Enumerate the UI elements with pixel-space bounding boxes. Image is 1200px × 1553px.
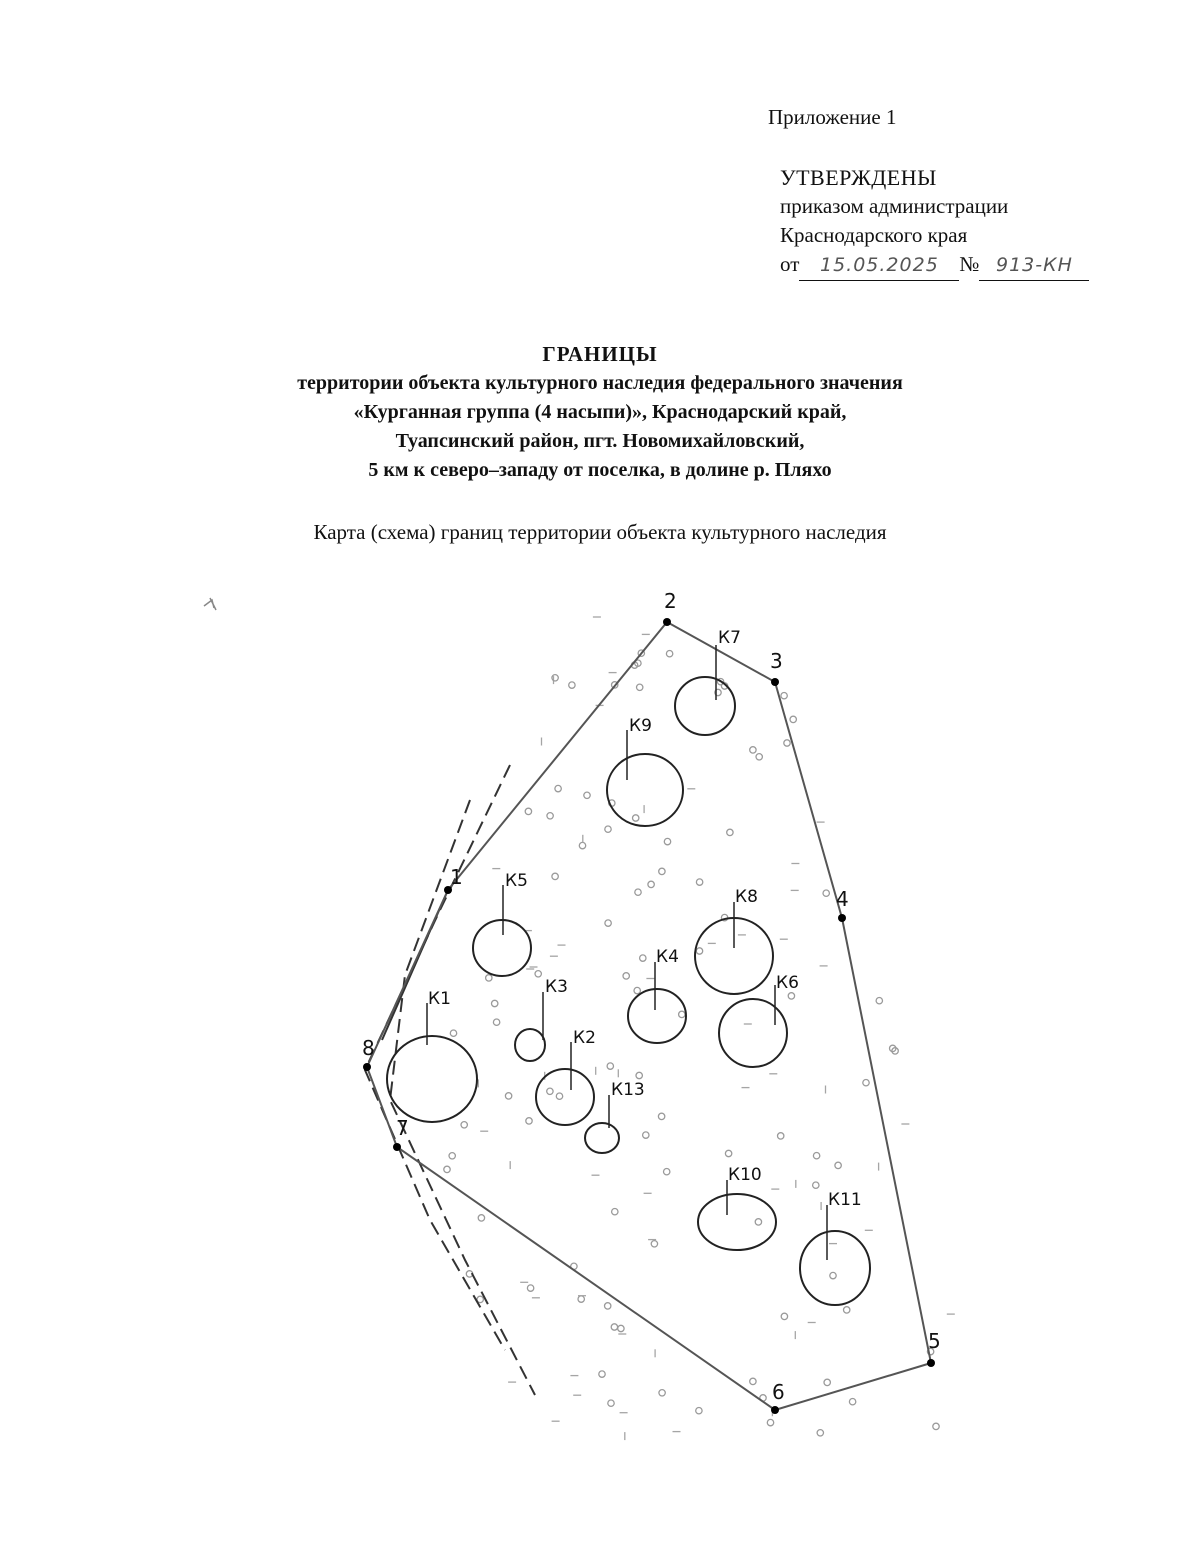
terrain-circle-symbol — [505, 1093, 511, 1099]
terrain-circle-symbol — [478, 1215, 484, 1221]
boundary-point-6 — [771, 1406, 779, 1414]
road-line-outer — [365, 765, 510, 1350]
terrain-circle-symbol — [784, 740, 790, 746]
boundary-point-8 — [363, 1063, 371, 1071]
terrain-circle-symbol — [696, 948, 702, 954]
title-line-4: 5 км к северо–западу от поселка, в долине р. Пляхо — [368, 459, 832, 481]
terrain-circle-symbol — [461, 1122, 467, 1128]
territory-boundary — [367, 622, 931, 1410]
terrain-circle-symbol — [525, 808, 531, 814]
mound-k1 — [387, 1036, 477, 1122]
terrain-circle-symbol — [611, 1324, 617, 1330]
terrain-circle-symbol — [679, 1011, 685, 1017]
terrain-circle-symbol — [612, 1209, 618, 1215]
terrain-circle-symbol — [790, 716, 796, 722]
boundary-point-7 — [393, 1143, 401, 1151]
terrain-circle-symbol — [849, 1399, 855, 1405]
mound-k10 — [698, 1194, 776, 1250]
mound-label-k1: К1 — [428, 989, 451, 1009]
terrain-circle-symbol — [643, 1132, 649, 1138]
terrain-circle-symbol — [535, 971, 541, 977]
terrain-circle-symbol — [824, 1379, 830, 1385]
mound-label-k8: К8 — [735, 887, 758, 907]
terrain-circle-symbol — [658, 1113, 664, 1119]
mound-k11 — [800, 1231, 870, 1305]
terrain-circle-symbol — [781, 1313, 787, 1319]
approval-line-1: приказом администрации — [780, 194, 1009, 218]
approval-line-2: Краснодарского края — [780, 223, 968, 247]
terrain-circle-symbol — [555, 785, 561, 791]
terrain-circle-symbol — [547, 1088, 553, 1094]
boundary-point-4 — [838, 914, 846, 922]
terrain-circle-symbol — [651, 1241, 657, 1247]
terrain-circle-symbol — [547, 813, 553, 819]
terrain-circle-symbol — [633, 815, 639, 821]
terrain-circle-symbol — [486, 975, 492, 981]
terrain-circle-symbol — [493, 1019, 499, 1025]
terrain-circle-symbol — [599, 1371, 605, 1377]
terrain-circle-symbol — [552, 873, 558, 879]
terrain-circle-symbol — [817, 1430, 823, 1436]
terrain-circle-symbol — [781, 693, 787, 699]
mound-k6 — [719, 999, 787, 1067]
mound-label-k10: К10 — [728, 1165, 762, 1185]
terrain-circle-symbol — [933, 1423, 939, 1429]
terrain-circle-symbol — [863, 1080, 869, 1086]
terrain-circle-symbol — [618, 1325, 624, 1331]
terrain-circle-symbol — [778, 1133, 784, 1139]
title-main: ГРАНИЦЫ — [542, 342, 658, 366]
date-prefix: от — [780, 252, 800, 276]
terrain-circle-symbol — [556, 1093, 562, 1099]
terrain-circle-symbol — [696, 879, 702, 885]
mound-label-k13: К13 — [611, 1080, 645, 1100]
terrain-circle-symbol — [750, 1378, 756, 1384]
mound-k2 — [536, 1069, 594, 1125]
terrain-circle-symbol — [648, 881, 654, 887]
number-prefix: № — [959, 252, 980, 276]
mound-label-k7: К7 — [718, 628, 741, 648]
terrain-circle-symbol — [664, 838, 670, 844]
boundary-label-2: 2 — [664, 589, 677, 613]
terrain-circle-symbol — [449, 1153, 455, 1159]
north-arrow-icon — [204, 598, 216, 610]
mound-label-k11: К11 — [828, 1190, 862, 1210]
number-value: 913-КН — [979, 251, 1089, 281]
terrain-circle-symbol — [659, 868, 665, 874]
terrain-circle-symbol — [725, 1150, 731, 1156]
mound-k5 — [473, 920, 531, 976]
terrain-circle-symbol — [584, 792, 590, 798]
mound-label-k3: К3 — [545, 977, 568, 997]
title-line-3: Туапсинский район, пгт. Новомихайловский, — [395, 430, 805, 452]
terrain-circle-symbol — [756, 754, 762, 760]
mound-k9 — [607, 754, 683, 826]
boundary-points — [363, 618, 935, 1414]
title-line-2: «Курганная группа (4 насыпи)», Краснодарский край, — [353, 401, 847, 423]
terrain-circle-symbol — [788, 993, 794, 999]
boundary-label-6: 6 — [772, 1380, 785, 1404]
terrain-circle-symbol — [527, 1285, 533, 1291]
mound-k7 — [675, 677, 735, 735]
terrain-circle-symbol — [623, 973, 629, 979]
terrain-circle-symbol — [813, 1182, 819, 1188]
terrain-circle-symbol — [578, 1296, 584, 1302]
terrain-circle-symbol — [664, 1169, 670, 1175]
terrain-circle-symbol — [755, 1219, 761, 1225]
boundary-label-1: 1 — [450, 865, 463, 889]
terrain-circle-symbol — [492, 1000, 498, 1006]
mound-k13 — [585, 1123, 619, 1153]
terrain-circle-symbol — [844, 1307, 850, 1313]
terrain-circle-symbol — [696, 1408, 702, 1414]
boundary-point-5 — [927, 1359, 935, 1367]
boundary-label-7: 7 — [396, 1116, 409, 1140]
mound-label-k2: К2 — [573, 1028, 596, 1048]
boundary-label-3: 3 — [770, 649, 783, 673]
mound-k3 — [515, 1029, 545, 1061]
boundary-label-8: 8 — [362, 1036, 375, 1060]
terrain-circle-symbol — [640, 955, 646, 961]
terrain-circle-symbol — [876, 998, 882, 1004]
terrain-circle-symbol — [635, 889, 641, 895]
approval-title: УТВЕРЖДЕНЫ — [780, 165, 937, 190]
terrain-circle-symbol — [605, 1303, 611, 1309]
boundary-label-4: 4 — [836, 887, 849, 911]
terrain-circle-symbol — [569, 682, 575, 688]
boundary-point-3 — [771, 678, 779, 686]
terrain-circle-symbol — [608, 1400, 614, 1406]
mound-labels — [428, 628, 862, 1210]
boundary-label-5: 5 — [928, 1329, 941, 1353]
appendix-label: Приложение 1 — [768, 105, 897, 129]
terrain-circle-symbol — [767, 1419, 773, 1425]
terrain-circle-symbol — [634, 987, 640, 993]
terrain-circle-symbol — [727, 829, 733, 835]
mound-label-k9: К9 — [629, 716, 652, 736]
mound-label-k5: К5 — [505, 871, 528, 891]
terrain-circle-symbol — [605, 920, 611, 926]
boundary-point-2 — [663, 618, 671, 626]
terrain-circle-symbol — [835, 1162, 841, 1168]
mound-k4 — [628, 989, 686, 1043]
terrain-circle-symbol — [666, 651, 672, 657]
map-subtitle-text: Карта (схема) границ территории объекта культурного наследия — [313, 520, 887, 544]
date-value: 15.05.2025 — [799, 251, 959, 281]
terrain-circle-symbol — [636, 1072, 642, 1078]
terrain-circle-symbol — [813, 1153, 819, 1159]
terrain-circle-symbol — [830, 1272, 836, 1278]
terrain-circle-symbol — [450, 1030, 456, 1036]
terrain-circle-symbol — [444, 1166, 450, 1172]
terrain-circle-symbol — [605, 826, 611, 832]
terrain-circle-symbol — [579, 842, 585, 848]
terrain-circle-symbol — [659, 1390, 665, 1396]
mound-leader-lines — [427, 645, 827, 1260]
mound-label-k6: К6 — [776, 973, 799, 993]
mound-label-k4: К4 — [656, 947, 679, 967]
terrain-symbols — [444, 617, 955, 1440]
terrain-circle-symbol — [607, 1063, 613, 1069]
terrain-circle-symbol — [637, 684, 643, 690]
terrain-circle-symbol — [823, 890, 829, 896]
title-line-1: территории объекта культурного наследия федерального значения — [297, 372, 903, 394]
terrain-circle-symbol — [526, 1118, 532, 1124]
road-dashed-lines — [365, 765, 535, 1395]
terrain-circle-symbol — [750, 747, 756, 753]
